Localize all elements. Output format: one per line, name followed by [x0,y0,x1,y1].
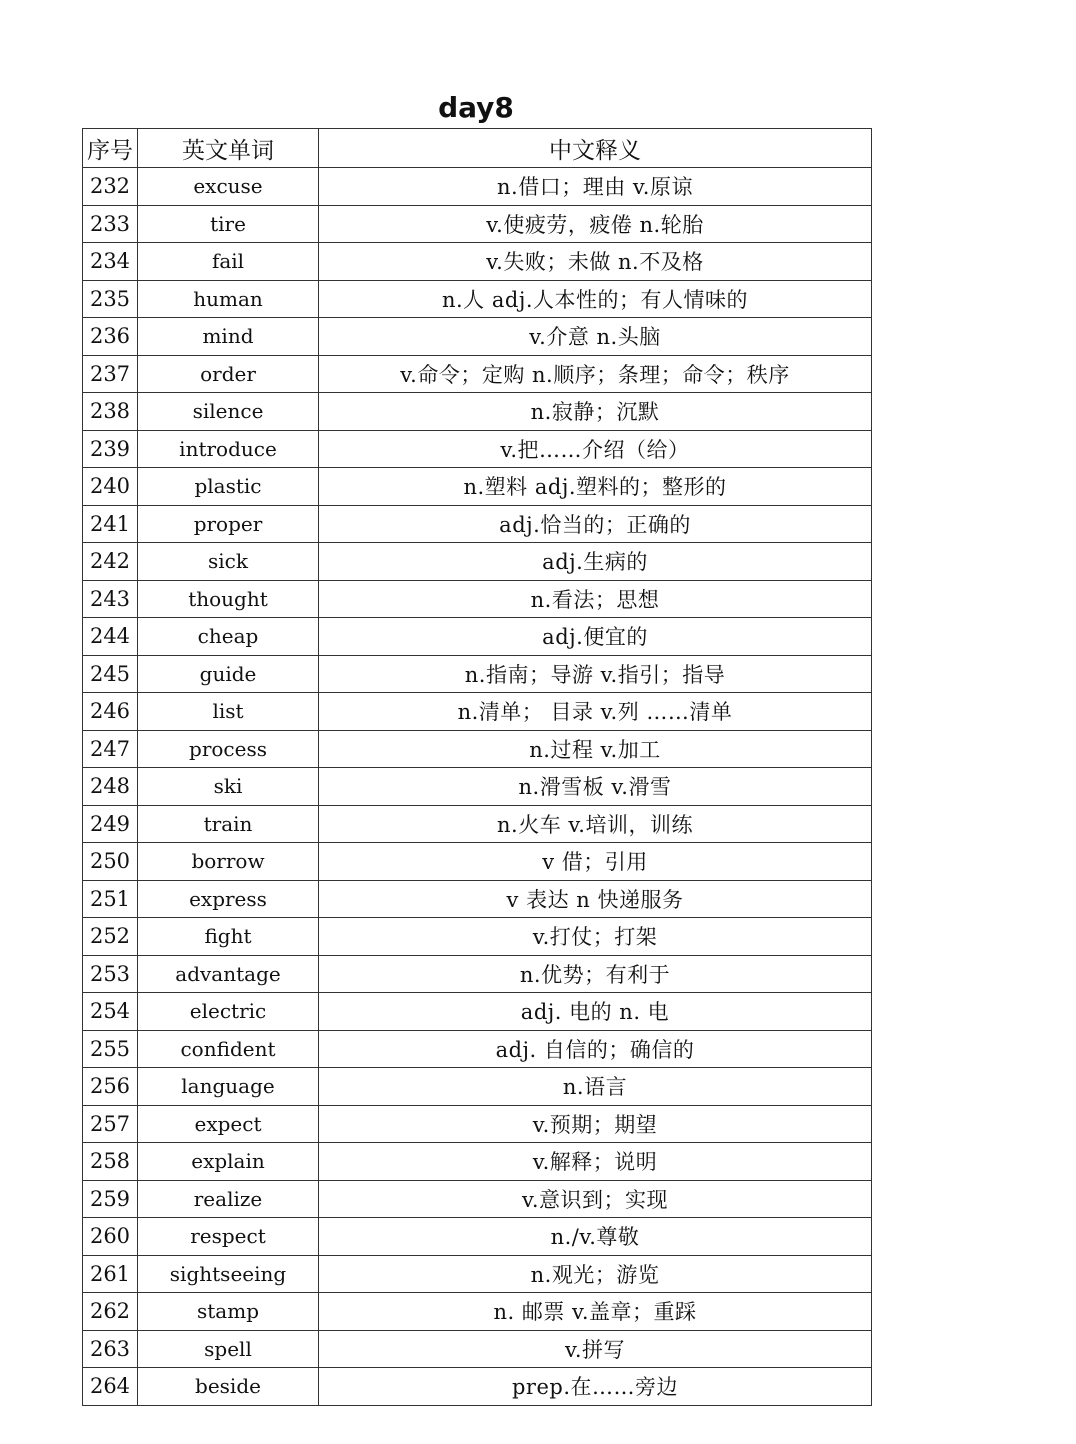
row-number: 232 [83,168,138,206]
row-number: 263 [83,1330,138,1368]
chinese-meaning: n.观光；游览 [319,1255,872,1293]
chinese-meaning: v.预期；期望 [319,1105,872,1143]
english-word: order [138,355,319,393]
row-number: 237 [83,355,138,393]
row-number: 235 [83,280,138,318]
row-number: 255 [83,1030,138,1068]
table-row [83,393,872,431]
chinese-meaning: v.失败；未做 n.不及格 [319,243,872,281]
english-word: fight [138,918,319,956]
table-row [83,430,872,468]
chinese-meaning: adj.生病的 [319,543,872,581]
english-word: mind [138,318,319,356]
row-number: 244 [83,618,138,656]
table-row [83,1068,872,1106]
row-number: 241 [83,505,138,543]
table-row [83,280,872,318]
table-row [83,843,872,881]
table-row [83,168,872,206]
table-row [83,730,872,768]
table-row [83,1030,872,1068]
chinese-meaning: n./v.尊敬 [319,1218,872,1256]
chinese-meaning: adj.恰当的；正确的 [319,505,872,543]
chinese-meaning: v.拼写 [319,1330,872,1368]
table-row [83,318,872,356]
chinese-meaning: v.使疲劳，疲倦 n.轮胎 [319,205,872,243]
english-word: human [138,280,319,318]
header-word: 英文单词 [138,129,319,168]
row-number: 264 [83,1368,138,1406]
row-number: 252 [83,918,138,956]
table-row [83,1255,872,1293]
chinese-meaning: n.寂静；沉默 [319,393,872,431]
row-number: 247 [83,730,138,768]
table-row [83,768,872,806]
english-word: spell [138,1330,319,1368]
english-word: expect [138,1105,319,1143]
chinese-meaning: v.命令；定购 n.顺序；条理；命令；秩序 [319,355,872,393]
english-word: realize [138,1180,319,1218]
chinese-meaning: adj. 电的 n. 电 [319,993,872,1031]
row-number: 236 [83,318,138,356]
chinese-meaning: n.优势；有利于 [319,955,872,993]
english-word: explain [138,1143,319,1181]
chinese-meaning: adj. 自信的；确信的 [319,1030,872,1068]
chinese-meaning: n.指南；导游 v.指引；指导 [319,655,872,693]
chinese-meaning: v.解释；说明 [319,1143,872,1181]
table-row [83,580,872,618]
table-row [83,618,872,656]
row-number: 246 [83,693,138,731]
chinese-meaning: n.语言 [319,1068,872,1106]
row-number: 240 [83,468,138,506]
chinese-meaning: n.滑雪板 v.滑雪 [319,768,872,806]
row-number: 260 [83,1218,138,1256]
row-number: 245 [83,655,138,693]
english-word: train [138,805,319,843]
row-number: 249 [83,805,138,843]
english-word: sightseeing [138,1255,319,1293]
table-row [83,1180,872,1218]
chinese-meaning: v.把……介绍（给） [319,430,872,468]
row-number: 248 [83,768,138,806]
english-word: list [138,693,319,731]
english-word: language [138,1068,319,1106]
table-row [83,655,872,693]
row-number: 251 [83,880,138,918]
english-word: borrow [138,843,319,881]
chinese-meaning: prep.在……旁边 [319,1368,872,1406]
english-word: ski [138,768,319,806]
english-word: process [138,730,319,768]
table-row [83,205,872,243]
row-number: 256 [83,1068,138,1106]
english-word: excuse [138,168,319,206]
table-row [83,243,872,281]
chinese-meaning: n.清单； 目录 v.列 ……清单 [319,693,872,731]
row-number: 250 [83,843,138,881]
table-row [83,805,872,843]
table-row [83,1293,872,1331]
table-row [83,1105,872,1143]
chinese-meaning: n. 邮票 v.盖章；重踩 [319,1293,872,1331]
english-word: respect [138,1218,319,1256]
table-row [83,880,872,918]
table-row [83,355,872,393]
row-number: 233 [83,205,138,243]
table-row [83,543,872,581]
table-row [83,505,872,543]
table-row [83,1143,872,1181]
chinese-meaning: v.打仗；打架 [319,918,872,956]
chinese-meaning: v.意识到；实现 [319,1180,872,1218]
chinese-meaning: v.介意 n.头脑 [319,318,872,356]
header-number: 序号 [83,129,138,168]
chinese-meaning: n.过程 v.加工 [319,730,872,768]
row-number: 253 [83,955,138,993]
english-word: guide [138,655,319,693]
chinese-meaning: v 借；引用 [319,843,872,881]
english-word: fail [138,243,319,281]
table-row [83,993,872,1031]
row-number: 238 [83,393,138,431]
table-row [83,468,872,506]
row-number: 262 [83,1293,138,1331]
english-word: proper [138,505,319,543]
header-meaning: 中文释义 [319,129,872,168]
english-word: introduce [138,430,319,468]
table-header-row [83,129,872,168]
row-number: 258 [83,1143,138,1181]
english-word: thought [138,580,319,618]
table-row [83,1330,872,1368]
table-body [83,168,872,1406]
page-title: day8 [438,91,514,124]
english-word: stamp [138,1293,319,1331]
chinese-meaning: n.火车 v.培训，训练 [319,805,872,843]
chinese-meaning: n.人 adj.人本性的；有人情味的 [319,280,872,318]
english-word: advantage [138,955,319,993]
row-number: 239 [83,430,138,468]
english-word: tire [138,205,319,243]
english-word: confident [138,1030,319,1068]
row-number: 259 [83,1180,138,1218]
table-row [83,1218,872,1256]
table-row [83,693,872,731]
english-word: cheap [138,618,319,656]
chinese-meaning: adj.便宜的 [319,618,872,656]
row-number: 243 [83,580,138,618]
english-word: electric [138,993,319,1031]
table-row [83,1368,872,1406]
chinese-meaning: n.塑料 adj.塑料的；整形的 [319,468,872,506]
table-row [83,918,872,956]
chinese-meaning: n.看法；思想 [319,580,872,618]
row-number: 242 [83,543,138,581]
vocabulary-table [82,128,872,1406]
row-number: 234 [83,243,138,281]
chinese-meaning: v 表达 n 快递服务 [319,880,872,918]
chinese-meaning: n.借口；理由 v.原谅 [319,168,872,206]
english-word: sick [138,543,319,581]
table-row [83,955,872,993]
english-word: plastic [138,468,319,506]
english-word: express [138,880,319,918]
english-word: beside [138,1368,319,1406]
row-number: 254 [83,993,138,1031]
english-word: silence [138,393,319,431]
row-number: 257 [83,1105,138,1143]
row-number: 261 [83,1255,138,1293]
